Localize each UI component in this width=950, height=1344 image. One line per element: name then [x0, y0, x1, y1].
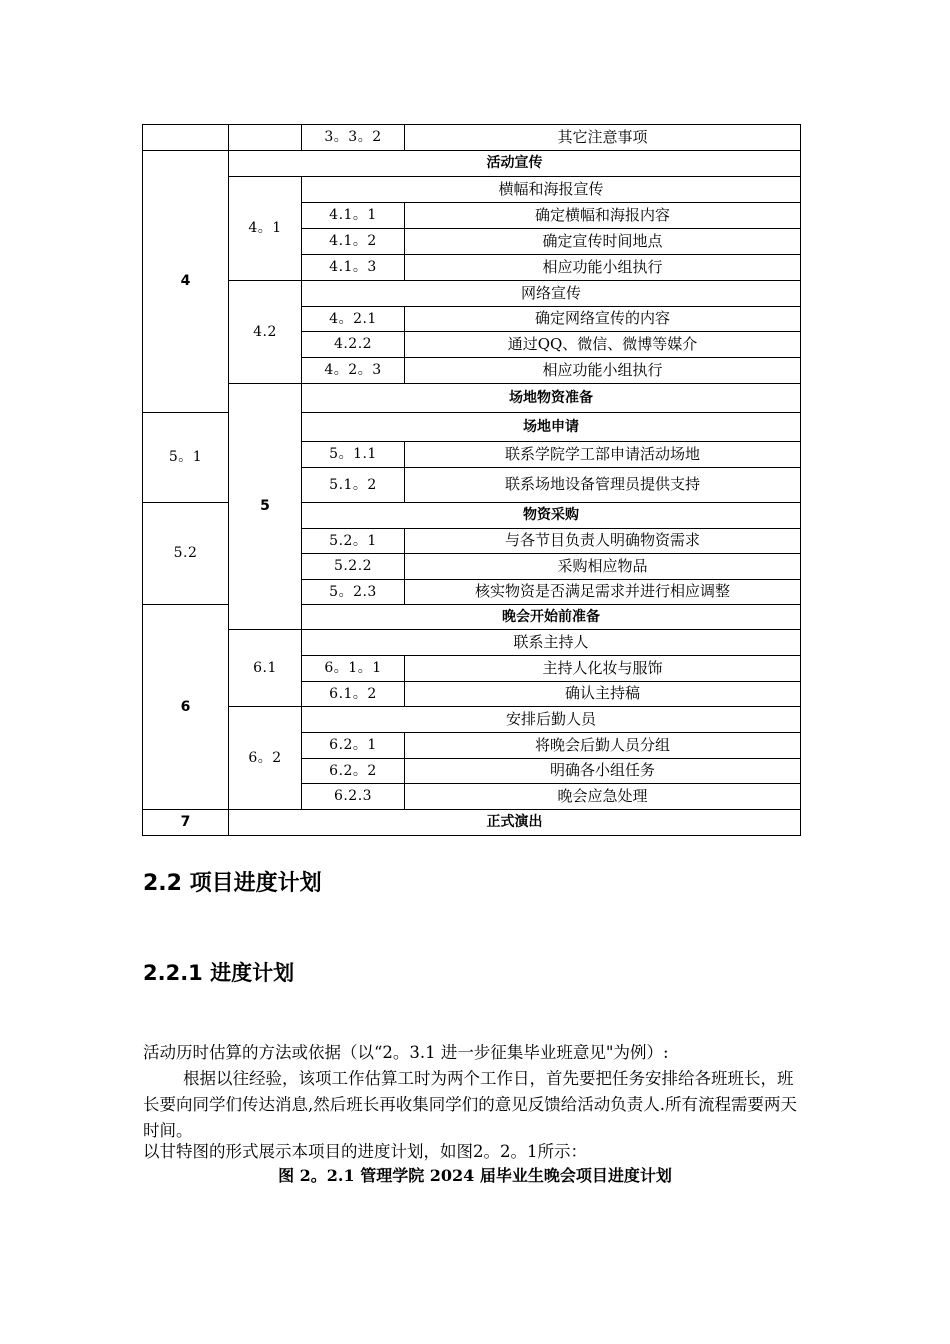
section-number: 4	[143, 151, 229, 413]
section-title: 晚会开始前准备	[302, 605, 801, 630]
task-id: 6.2.3	[302, 784, 405, 810]
task-id: 4。2。3	[302, 358, 405, 384]
task-name: 相应功能小组执行	[405, 358, 801, 384]
paragraph-method: 活动历时估算的方法或依据（以“2。3.1 进一步征集毕业班意见"为例）:	[143, 1043, 669, 1062]
task-name: 通过QQ、微信、微博等媒介	[405, 332, 801, 358]
group-title: 场地申请	[302, 413, 801, 442]
paragraph-estimate: 根据以往经验，该项工作估算工时为两个工作日，首先要把任务安排给各班班长，班长要向同学们传达消息,然后班长再收集同学们的意见反馈给活动负责人.所有流程需要两天时间。	[143, 1069, 797, 1140]
section-title: 场地物资准备	[302, 384, 801, 413]
group-id: 4。1	[229, 177, 302, 281]
task-name: 其它注意事项	[405, 125, 801, 151]
section-title: 正式演出	[229, 810, 801, 836]
task-id: 4。2.1	[302, 307, 405, 332]
group-title: 横幅和海报宣传	[302, 177, 801, 203]
group-title: 安排后勤人员	[302, 707, 801, 733]
task-name: 与各节目负责人明确物资需求	[405, 529, 801, 554]
task-name: 联系场地设备管理员提供支持	[405, 468, 801, 503]
task-name: 核实物资是否满足需求并进行相应调整	[405, 580, 801, 605]
section-number: 7	[143, 810, 229, 836]
empty-cell	[143, 125, 229, 151]
paragraph-gantt-intro: 以甘特图的形式展示本项目的进度计划，如图2。2。1所示：	[143, 1142, 587, 1161]
group-id: 6。2	[229, 707, 302, 810]
task-id: 6。1。1	[302, 656, 405, 682]
figure-caption: 图 2。2.1 管理学院 2024 届毕业生晚会项目进度计划	[278, 1166, 672, 1185]
group-title: 网络宣传	[302, 281, 801, 307]
section-number: 6	[143, 605, 229, 810]
group-title: 联系主持人	[302, 630, 801, 656]
task-id: 5。1.1	[302, 442, 405, 468]
task-name: 确定宣传时间地点	[405, 229, 801, 255]
task-id: 6.1。2	[302, 682, 405, 707]
task-id: 5。2.3	[302, 580, 405, 605]
task-name: 将晚会后勤人员分组	[405, 733, 801, 759]
task-id: 4.1。1	[302, 203, 405, 229]
task-name: 相应功能小组执行	[405, 255, 801, 281]
task-name: 采购相应物品	[405, 554, 801, 580]
subsection-heading: 2.2.1 进度计划	[143, 961, 295, 985]
task-name: 确认主持稿	[405, 682, 801, 707]
task-id: 5.1。2	[302, 468, 405, 503]
group-id: 5.2	[143, 503, 229, 605]
task-id: 3。3。2	[302, 125, 405, 151]
task-id: 4.1。2	[302, 229, 405, 255]
section-number: 5	[229, 384, 302, 630]
section-title: 活动宣传	[229, 151, 801, 177]
task-id: 5.2.2	[302, 554, 405, 580]
section-heading: 2.2 项目进度计划	[143, 871, 322, 896]
task-id: 6.2。2	[302, 759, 405, 784]
task-name: 晚会应急处理	[405, 784, 801, 810]
wbs-table	[142, 124, 801, 836]
task-name: 联系学院学工部申请活动场地	[405, 442, 801, 468]
task-name: 确定网络宣传的内容	[405, 307, 801, 332]
task-id: 5.2。1	[302, 529, 405, 554]
group-title: 物资采购	[302, 503, 801, 529]
task-name: 明确各小组任务	[405, 759, 801, 784]
group-id: 4.2	[229, 281, 302, 384]
task-id: 4.2.2	[302, 332, 405, 358]
task-name: 主持人化妆与服饰	[405, 656, 801, 682]
task-id: 6.2。1	[302, 733, 405, 759]
group-id: 6.1	[229, 630, 302, 707]
task-id: 4.1。3	[302, 255, 405, 281]
task-name: 确定横幅和海报内容	[405, 203, 801, 229]
group-id: 5。1	[143, 413, 229, 503]
empty-cell	[229, 125, 302, 151]
